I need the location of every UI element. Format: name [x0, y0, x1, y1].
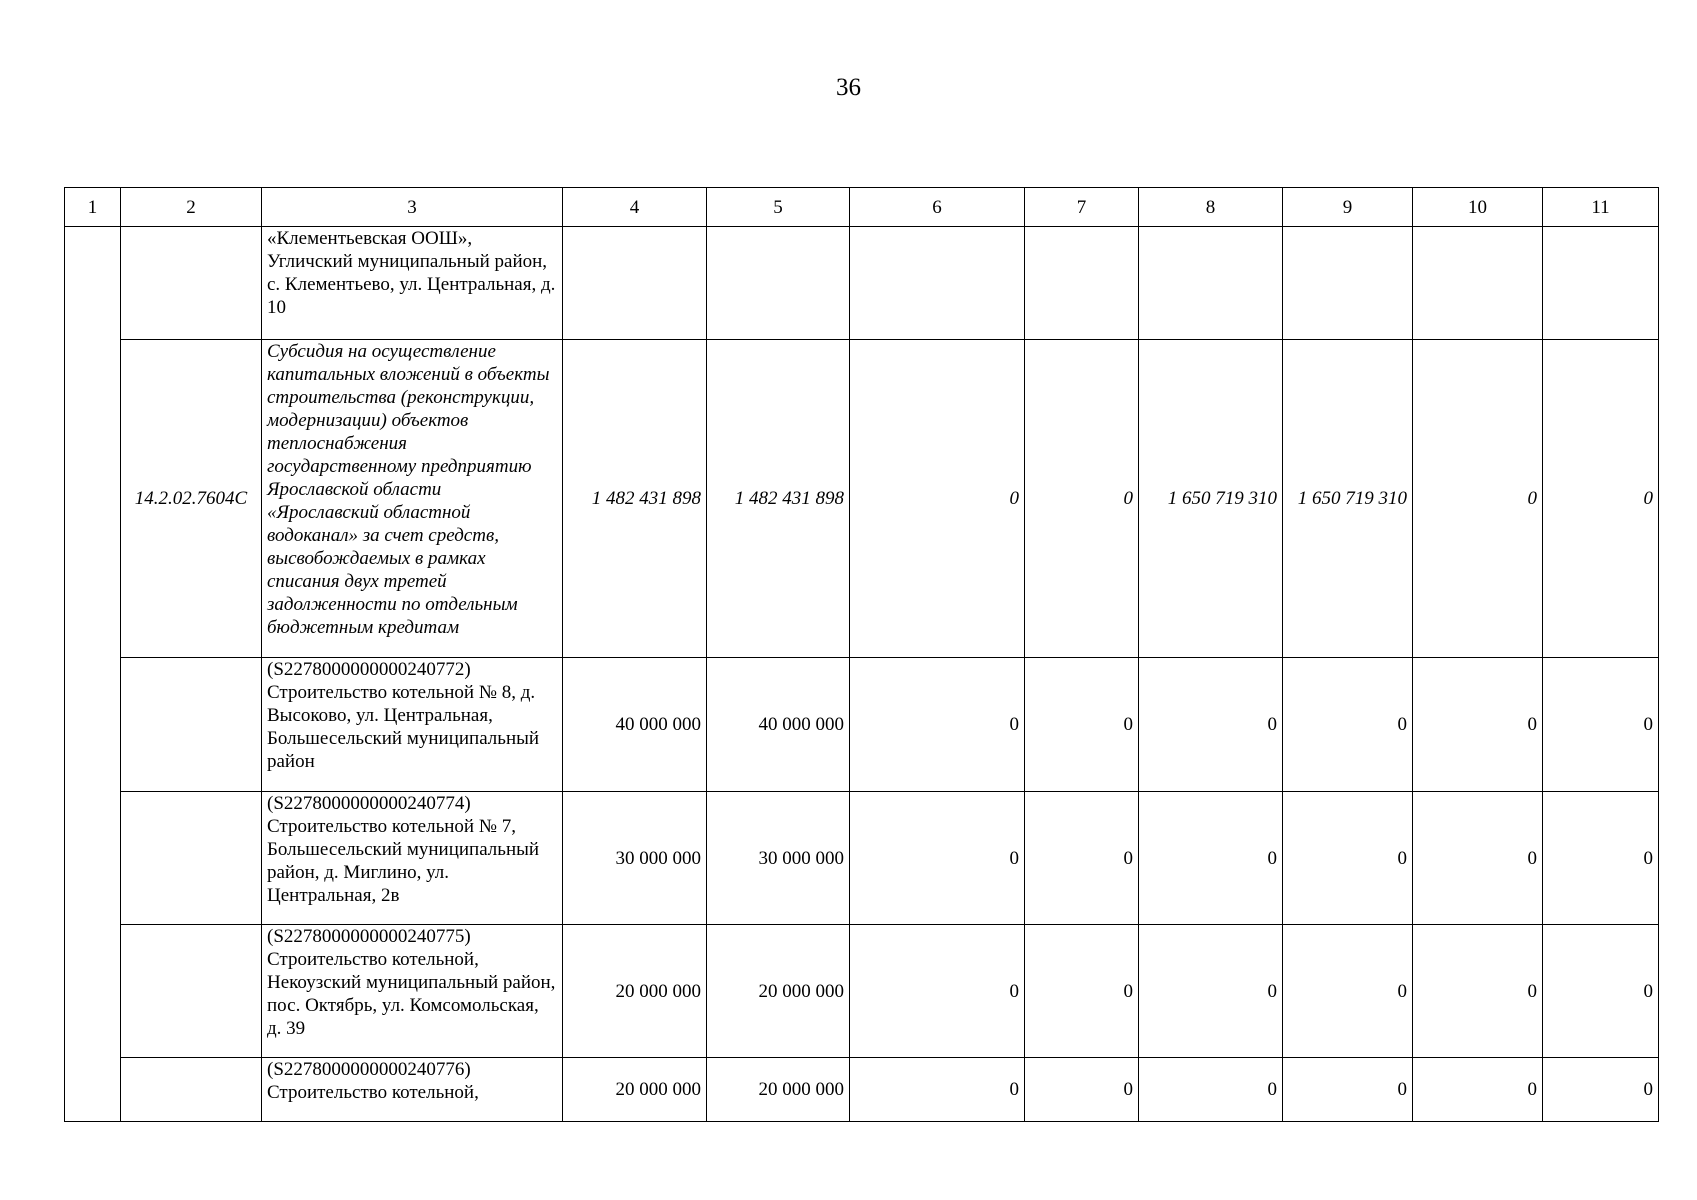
value-cell: 0 — [1543, 340, 1659, 658]
value-cell — [1543, 227, 1659, 340]
table-row — [65, 1058, 1659, 1122]
page-number: 36 — [836, 74, 861, 101]
description-cell: «Клементьевская ООШ», Угличский муниципальный район, с. Клементьево, ул. Центральная, д. 10 — [262, 227, 563, 340]
value-cell: 0 — [1139, 658, 1283, 792]
code-cell — [121, 1058, 262, 1122]
value-cell — [563, 227, 707, 340]
value-cell: 0 — [1543, 1058, 1659, 1122]
column-header: 1 — [65, 188, 121, 227]
value-cell: 0 — [1543, 792, 1659, 925]
value-cell: 20 000 000 — [563, 1058, 707, 1122]
code-cell — [121, 227, 262, 340]
table-row — [65, 792, 1659, 925]
column-header: 5 — [707, 188, 850, 227]
value-cell: 20 000 000 — [707, 1058, 850, 1122]
column-header: 7 — [1025, 188, 1139, 227]
code-cell — [121, 792, 262, 925]
value-cell: 20 000 000 — [563, 925, 707, 1058]
code-cell — [121, 658, 262, 792]
value-cell: 0 — [1139, 925, 1283, 1058]
value-cell: 0 — [1139, 792, 1283, 925]
value-cell: 30 000 000 — [707, 792, 850, 925]
description-cell: Субсидия на осуществление капитальных вложений в объекты строительства (реконструкции, модернизации) объектов теплоснабжения государственному предприятию Ярославской области «Ярославский областной водоканал» за счет средств, высвобождаемых в рамках списания двух третей задолженности по отдельным бюджетным кредитам — [262, 340, 563, 658]
value-cell: 40 000 000 — [707, 658, 850, 792]
description-cell: (S2278000000000240772) Строительство котельной № 8, д. Высоково, ул. Центральная, Большесельский муниципальный район — [262, 658, 563, 792]
value-cell — [1283, 227, 1413, 340]
value-cell: 0 — [1413, 925, 1543, 1058]
value-cell: 0 — [1283, 925, 1413, 1058]
budget-table — [64, 187, 1659, 1122]
value-cell: 0 — [1283, 792, 1413, 925]
value-cell: 0 — [850, 340, 1025, 658]
column-header: 10 — [1413, 188, 1543, 227]
value-cell: 40 000 000 — [563, 658, 707, 792]
value-cell — [1025, 227, 1139, 340]
value-cell: 0 — [1283, 1058, 1413, 1122]
value-cell: 0 — [850, 1058, 1025, 1122]
value-cell: 20 000 000 — [707, 925, 850, 1058]
value-cell: 0 — [850, 658, 1025, 792]
value-cell: 0 — [1025, 340, 1139, 658]
column-header: 8 — [1139, 188, 1283, 227]
table-row — [65, 340, 1659, 658]
value-cell: 0 — [1025, 1058, 1139, 1122]
code-cell — [121, 925, 262, 1058]
column-number-row — [65, 188, 1659, 227]
column-header: 11 — [1543, 188, 1659, 227]
row-number-cell — [65, 227, 121, 1122]
column-header: 9 — [1283, 188, 1413, 227]
value-cell: 0 — [1413, 658, 1543, 792]
value-cell — [850, 227, 1025, 340]
table-row — [65, 925, 1659, 1058]
table-row — [65, 658, 1659, 792]
value-cell: 0 — [1543, 925, 1659, 1058]
column-header: 2 — [121, 188, 262, 227]
column-header: 6 — [850, 188, 1025, 227]
value-cell: 0 — [1025, 658, 1139, 792]
value-cell: 0 — [850, 792, 1025, 925]
value-cell: 0 — [1139, 1058, 1283, 1122]
value-cell: 30 000 000 — [563, 792, 707, 925]
value-cell: 1 482 431 898 — [707, 340, 850, 658]
table-row — [65, 227, 1659, 340]
value-cell: 0 — [1283, 658, 1413, 792]
value-cell — [1413, 227, 1543, 340]
value-cell: 0 — [1025, 925, 1139, 1058]
value-cell: 0 — [1413, 792, 1543, 925]
value-cell — [707, 227, 850, 340]
description-cell: (S2278000000000240776) Строительство котельной, — [262, 1058, 563, 1122]
description-cell: (S2278000000000240774) Строительство котельной № 7, Большесельский муниципальный район, д. Миглино, ул. Центральная, 2в — [262, 792, 563, 925]
column-header: 4 — [563, 188, 707, 227]
value-cell: 1 650 719 310 — [1283, 340, 1413, 658]
value-cell: 0 — [850, 925, 1025, 1058]
value-cell: 0 — [1413, 1058, 1543, 1122]
value-cell: 1 650 719 310 — [1139, 340, 1283, 658]
value-cell: 0 — [1413, 340, 1543, 658]
code-cell: 14.2.02.7604С — [121, 340, 262, 658]
column-header: 3 — [262, 188, 563, 227]
description-cell: (S2278000000000240775) Строительство котельной, Некоузский муниципальный район, пос. Октябрь, ул. Комсомольская, д. 39 — [262, 925, 563, 1058]
value-cell — [1139, 227, 1283, 340]
value-cell: 1 482 431 898 — [563, 340, 707, 658]
value-cell: 0 — [1543, 658, 1659, 792]
value-cell: 0 — [1025, 792, 1139, 925]
